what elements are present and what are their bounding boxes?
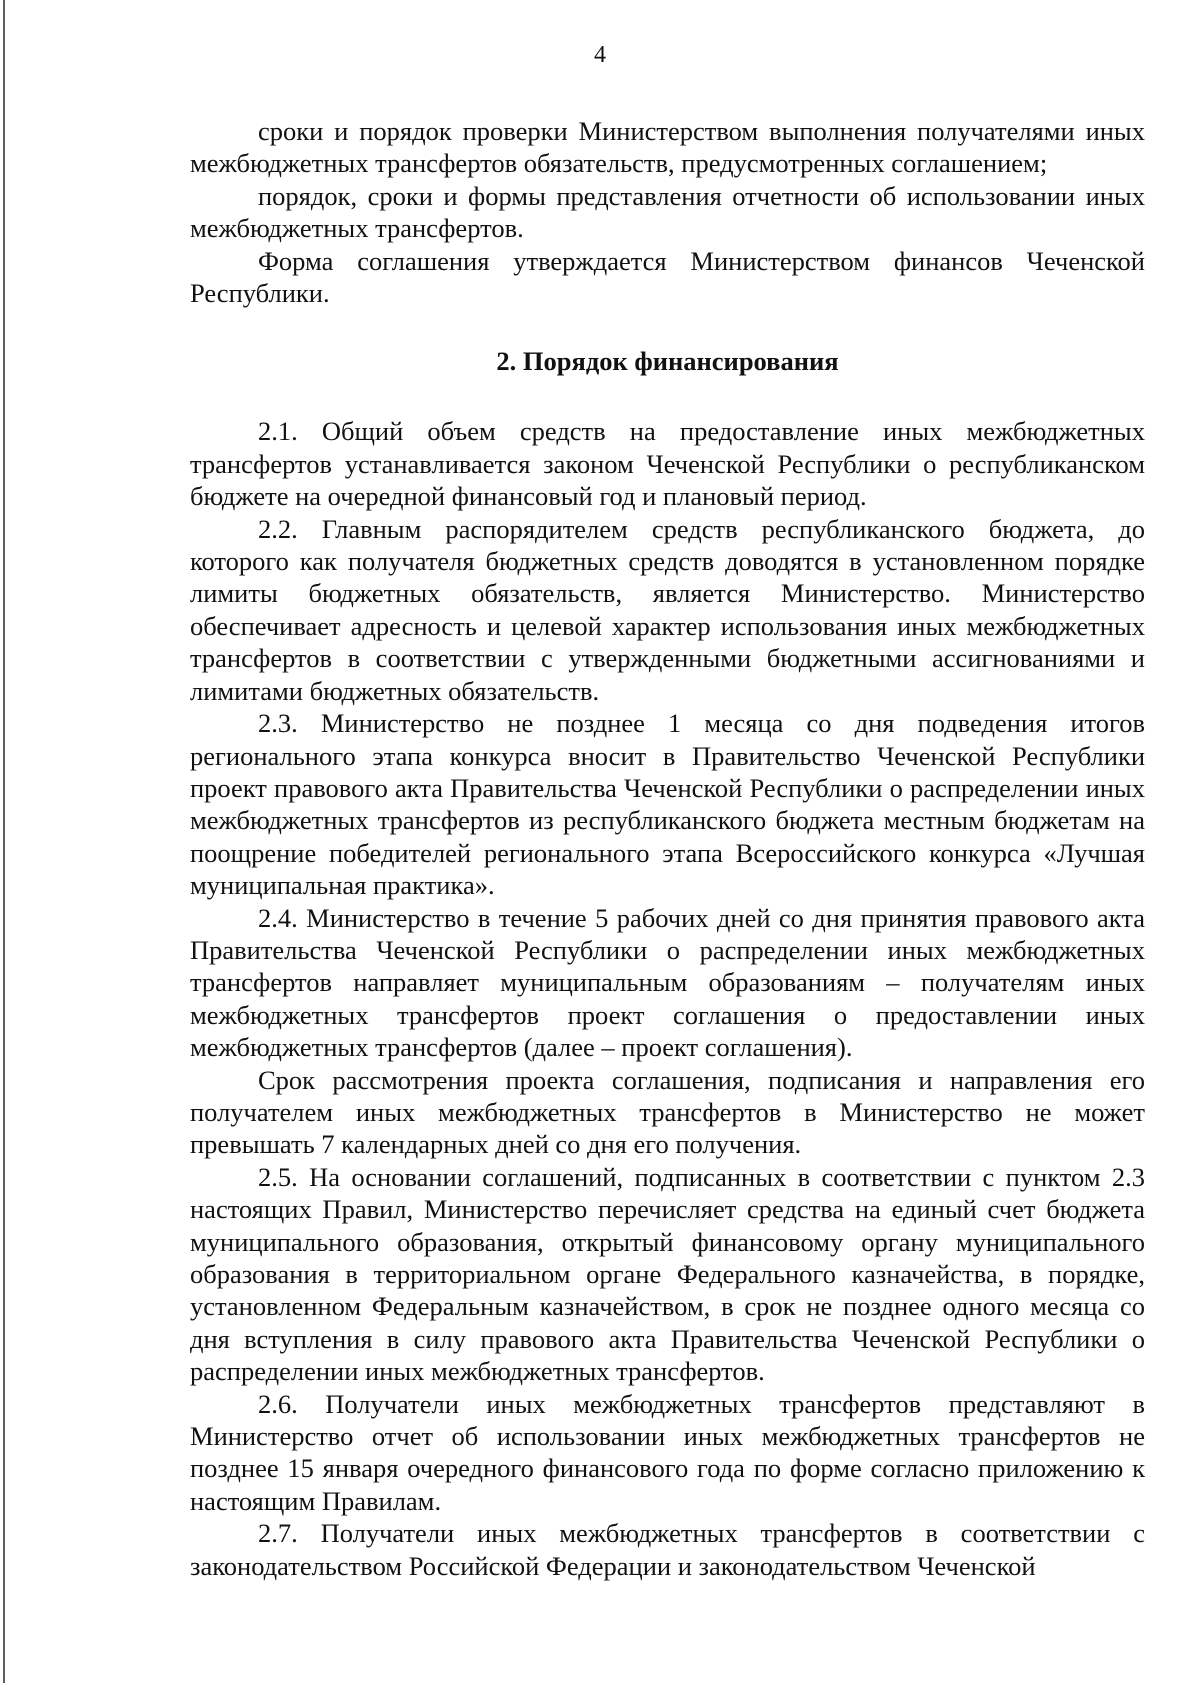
paragraph-2-3: 2.3. Министерство не позднее 1 месяца со дня подведения итогов регионального этапа конкурса вносит в Правительство Чеченской Республики проект правового акта Правительства Чеченской Республики о распределении иных межбюджетных трансфертов из республиканского бюджета местным бюджетам на поощрение победителей регионального этапа Всероссийского конкурса «Лучшая муниципальная практика». [190, 708, 1145, 901]
paragraph-2-1: 2.1. Общий объем средств на предоставление иных межбюджетных трансфертов устанавливается законом Чеченской Республики о республиканском бюджете на очередной финансовый год и плановый период. [190, 416, 1145, 512]
paragraph-2-5: 2.5. На основании соглашений, подписанных в соответствии с пунктом 2.3 настоящих Правил, Министерство перечисляет средства на единый счет бюджета муниципального образования, открытый финансовому органу муниципального образования в территориальном органе Федерального казначейства, в порядке, установленном Федеральным казначейством, в срок не позднее одного месяца со дня вступления в силу правового акта Правительства Чеченской Республики о распределении иных межбюджетных трансфертов. [190, 1161, 1145, 1387]
paragraph-verification-terms: сроки и порядок проверки Министерством выполнения получателями иных межбюджетных трансфертов обязательств, предусмотренных соглашением; [190, 116, 1145, 179]
paragraph-2-2: 2.2. Главным распорядителем средств республиканского бюджета, до которого как получателя бюджетных средств доводятся в установленном порядке лимиты бюджетных обязательств, является Министерство. Министерство обеспечивает адресность и целевой характер использования иных межбюджетных трансфертов в соответствии с утвержденными бюджетными ассигнованиями и лимитами бюджетных обязательств. [190, 513, 1145, 706]
paragraph-2-6: 2.6. Получатели иных межбюджетных трансфертов представляют в Министерство отчет об использовании иных межбюджетных трансфертов не позднее 15 января очередного финансового года по форме согласно приложению к настоящим Правилам. [190, 1388, 1145, 1516]
scan-edge-line [3, 0, 5, 1683]
paragraph-2-4: 2.4. Министерство в течение 5 рабочих дней со дня принятия правового акта Правительства Чеченской Республики о распределении иных межбюджетных трансфертов направляет муниципальным образованиям – получателям иных межбюджетных трансфертов проект соглашения о предоставлении иных межбюджетных трансфертов (далее – проект соглашения). [190, 902, 1145, 1063]
document-body [190, 115, 1145, 1582]
paragraph-reporting-terms: порядок, сроки и формы представления отчетности об использовании иных межбюджетных трансфертов. [190, 180, 1145, 244]
section-title: 2. Порядок финансирования [496, 346, 839, 377]
paragraph-2-7: 2.7. Получатели иных межбюджетных трансфертов в соответствии с законодательством Российской Федерации и законодательством Чеченской [190, 1518, 1145, 1581]
page-number: 4 [594, 42, 606, 68]
paragraph-agreement-form: Форма соглашения утверждается Министерством финансов Чеченской Республики. [190, 245, 1145, 309]
paragraph-agreement-review-term: Срок рассмотрения проекта соглашения, подписания и направления его получателем иных межбюджетных трансфертов в Министерство не может превышать 7 календарных дней со дня его получения. [190, 1064, 1145, 1160]
